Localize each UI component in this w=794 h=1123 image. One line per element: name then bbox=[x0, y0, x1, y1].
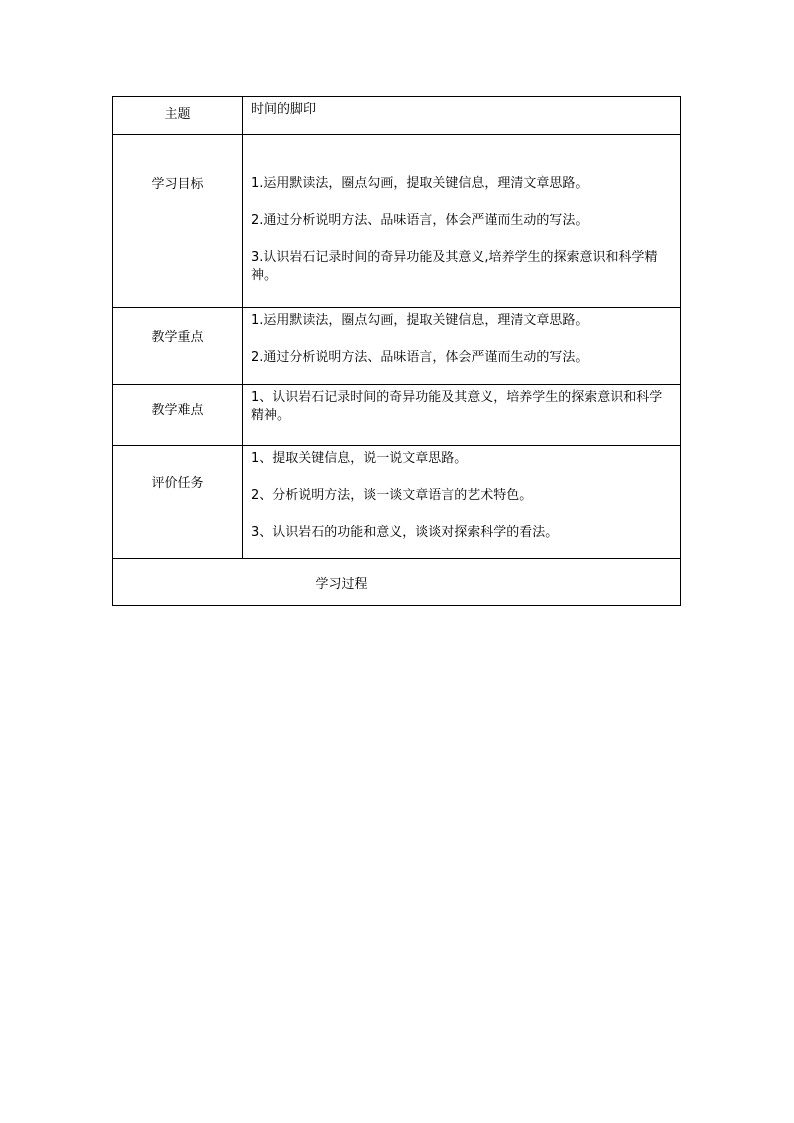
evaluation-item: 3、认识岩石的功能和意义，谈谈对探索科学的看法。 bbox=[251, 525, 559, 540]
theme-row bbox=[113, 97, 681, 135]
evaluation-row bbox=[113, 446, 681, 559]
difficulties-label: 教学难点 bbox=[113, 385, 243, 446]
evaluation-item: 2、分析说明方法，谈一谈文章语言的艺术特色。 bbox=[251, 488, 533, 503]
key-points-content bbox=[243, 308, 681, 385]
key-points-label: 教学重点 bbox=[113, 308, 243, 385]
evaluation-label: 评价任务 bbox=[113, 446, 243, 559]
goals-row bbox=[113, 135, 681, 308]
goal-item: 2.通过分析说明方法、品味语言，体会严谨而生动的写法。 bbox=[251, 213, 589, 228]
evaluation-content bbox=[243, 446, 681, 559]
process-row bbox=[113, 559, 681, 606]
goal-item: 1.运用默读法，圈点勾画，提取关键信息，理清文章思路。 bbox=[251, 176, 589, 191]
difficulty-item: 1、认识岩石记录时间的奇异功能及其意义，培养学生的探索意识和科学精神。 bbox=[251, 390, 663, 423]
goal-item: 3.认识岩石记录时间的奇异功能及其意义,培养学生的探索意识和科学精神。 bbox=[251, 250, 658, 283]
lesson-plan-table bbox=[112, 96, 681, 606]
key-point-item: 2.通过分析说明方法、品味语言，体会严谨而生动的写法。 bbox=[251, 350, 589, 365]
goals-content bbox=[243, 135, 681, 308]
difficulties-content bbox=[243, 385, 681, 446]
process-label: 学习过程 bbox=[113, 559, 681, 606]
difficulties-row bbox=[113, 385, 681, 446]
theme-label: 主题 bbox=[113, 97, 243, 135]
evaluation-item: 1、提取关键信息，说一说文章思路。 bbox=[251, 451, 468, 466]
goals-label: 学习目标 bbox=[113, 135, 243, 308]
key-points-row bbox=[113, 308, 681, 385]
key-point-item: 1.运用默读法，圈点勾画，提取关键信息，理清文章思路。 bbox=[251, 313, 589, 328]
theme-value: 时间的脚印 bbox=[243, 97, 681, 135]
